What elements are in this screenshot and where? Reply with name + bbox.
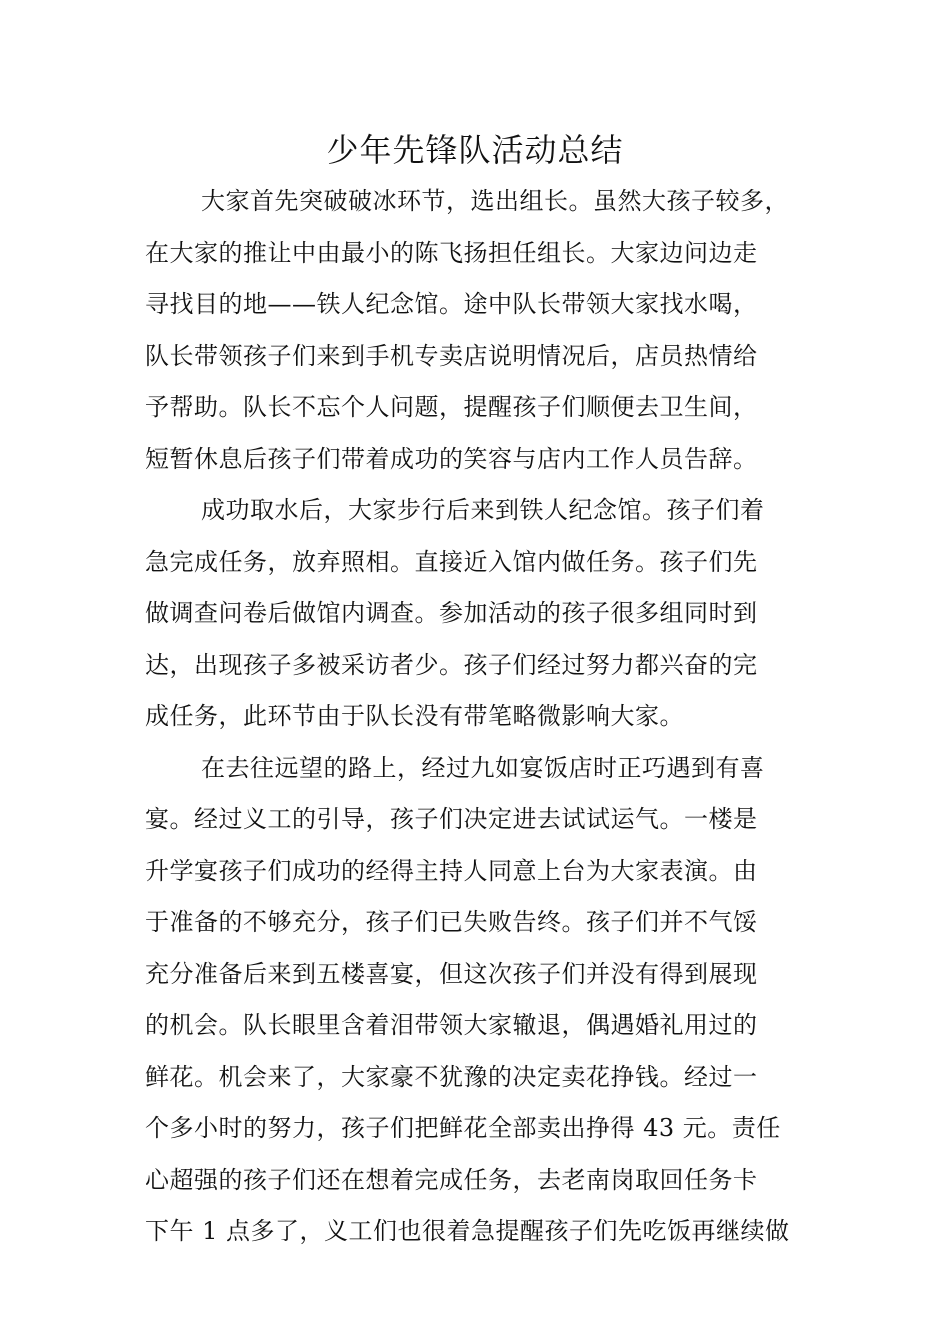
paragraph-3-line-7: 鲜花。机会来了，大家豪不犹豫的决定卖花挣钱。经过一 xyxy=(145,1062,758,1091)
paragraph-3-line-2: 宴。经过义工的引导，孩子们决定进去试试运气。一楼是 xyxy=(145,805,758,833)
paragraph-3-line-10: 下午 1 点多了，义工们也很着急提醒孩子们先吃饭再继续做 xyxy=(145,1217,790,1245)
paragraph-1-line-5: 予帮助。队长不忘个人问题，提醒孩子们顺便去卫生间， xyxy=(145,393,758,421)
paragraph-3-line-4: 于准备的不够充分，孩子们已失败告终。孩子们并不气馁 xyxy=(145,908,758,936)
paragraph-2-line-1: 成功取水后，大家步行后来到铁人纪念馆。孩子们着 xyxy=(201,496,765,524)
paragraph-3-line-5: 充分准备后来到五楼喜宴，但这次孩子们并没有得到展现 xyxy=(145,959,758,988)
paragraph-1-line-4: 队长带领孩子们来到手机专卖店说明情况后，店员热情给 xyxy=(145,341,758,370)
paragraph-1-line-6: 短暂休息后孩子们带着成功的笑容与店内工作人员告辞。 xyxy=(145,444,758,473)
paragraph-1-line-3: 寻找目的地——铁人纪念馆。途中队长带领大家找水喝， xyxy=(145,290,758,318)
paragraph-3-line-9: 心超强的孩子们还在想着完成任务，去老南岗取回任务卡 xyxy=(145,1165,758,1194)
paragraph-1-line-1: 大家首先突破破冰环节，选出组长。虽然大孩子较多， xyxy=(201,187,789,215)
paragraph-1-line-2: 在大家的推让中由最小的陈飞扬担任组长。大家边问边走 xyxy=(145,238,758,267)
paragraph-2-line-4: 达，出现孩子多被采访者少。孩子们经过努力都兴奋的完 xyxy=(145,650,758,679)
paragraph-2-line-3: 做调查问卷后做馆内调查。参加活动的孩子很多组同时到 xyxy=(145,599,758,627)
paragraph-3-line-3: 升学宴孩子们成功的经得主持人同意上台为大家表演。由 xyxy=(145,856,758,885)
paragraph-2-line-2: 急完成任务，放弃照相。直接近入馆内做任务。孩子们先 xyxy=(145,547,758,576)
paragraph-3-line-8: 个多小时的努力，孩子们把鲜花全部卖出挣得 43 元。责任 xyxy=(145,1114,781,1142)
paragraph-3-line-6: 的机会。队长眼里含着泪带领大家辙退，偶遇婚礼用过的 xyxy=(145,1011,758,1039)
document-title: 少年先锋队活动总结 xyxy=(326,131,624,169)
paragraph-3-line-1: 在去往远望的路上，经过九如宴饭店时正巧遇到有喜 xyxy=(201,753,765,782)
document-body xyxy=(145,176,805,1258)
paragraph-2-line-5: 成任务，此环节由于队长没有带笔略微影响大家。 xyxy=(145,702,684,730)
